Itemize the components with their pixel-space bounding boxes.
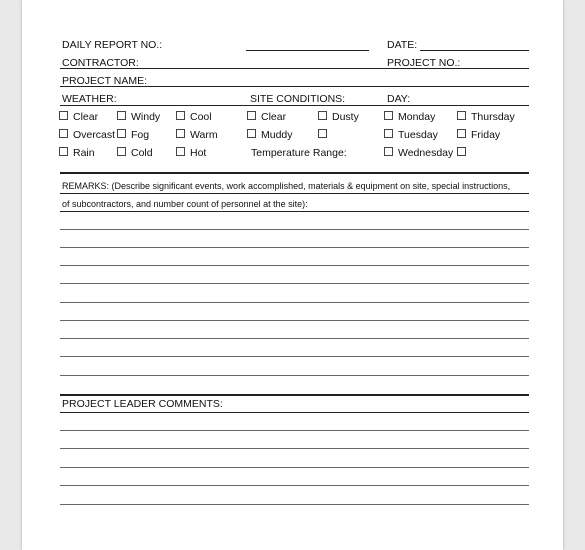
comments-line[interactable] [60,412,529,413]
site-muddy-checkbox[interactable] [247,129,256,138]
day-thursday-label: Thursday [471,111,515,123]
report-sheet [22,0,563,550]
site-clear-checkbox[interactable] [247,111,256,120]
weather-cool-checkbox[interactable] [176,111,185,120]
remarks-line[interactable] [60,338,529,339]
day-thursday-checkbox[interactable] [457,111,466,120]
remarks-line[interactable] [60,356,529,357]
day-monday-label: Monday [398,111,436,123]
project-no-label: PROJECT NO.: [387,57,461,69]
remarks-line[interactable] [60,302,529,303]
weather-cool-label: Cool [190,111,212,123]
temperature-range-label: Temperature Range: [251,147,347,159]
section-divider [60,105,529,106]
remarks-line[interactable] [60,247,529,248]
comments-line[interactable] [60,448,529,449]
day-friday-checkbox[interactable] [457,129,466,138]
weather-rain-checkbox[interactable] [59,147,68,156]
weather-warm-checkbox[interactable] [176,129,185,138]
remarks-line[interactable] [60,229,529,230]
weather-rain-label: Rain [73,147,95,159]
day-wednesday-label: Wednesday [398,147,454,159]
project-no-field[interactable] [467,68,529,69]
remarks-line[interactable] [60,320,529,321]
comments-line[interactable] [60,467,529,468]
remarks-line[interactable] [60,283,529,284]
day-monday-checkbox[interactable] [384,111,393,120]
daily-report-no-field[interactable] [246,50,369,51]
contractor-label: CONTRACTOR: [62,57,139,69]
comments-line[interactable] [60,504,529,505]
remarks-line[interactable] [60,211,529,212]
project-name-field[interactable] [60,86,529,87]
remarks-label-cont: of subcontractors, and number count of personnel at the site): [62,199,308,209]
daily-report-no-label: DAILY REPORT NO.: [62,39,163,51]
date-field[interactable] [420,50,529,51]
day-tuesday-label: Tuesday [398,129,438,141]
weather-cold-label: Cold [131,147,153,159]
site-dusty-label: Dusty [332,111,359,123]
site-conditions-label: SITE CONDITIONS: [250,93,346,105]
remarks-top-rule [60,172,529,174]
site-muddy-label: Muddy [261,129,293,141]
day-friday-label: Friday [471,129,501,141]
comments-line[interactable] [60,485,529,486]
weather-hot-label: Hot [190,147,207,159]
day-wednesday-checkbox[interactable] [384,147,393,156]
comments-line[interactable] [60,430,529,431]
weather-clear-label: Clear [73,111,99,123]
weather-windy-checkbox[interactable] [117,111,126,120]
remarks-label: REMARKS: (Describe significant events, work accomplished, materials & equipment on site, special instructions, [62,181,511,191]
site-dusty-checkbox[interactable] [318,111,327,120]
weather-windy-label: Windy [131,111,161,123]
date-label: DATE: [387,39,418,51]
contractor-field[interactable] [60,68,529,69]
site-clear-label: Clear [261,111,287,123]
project-name-label: PROJECT NAME: [62,75,147,87]
site-blank-checkbox[interactable] [318,129,327,138]
weather-warm-label: Warm [190,129,218,141]
remarks-label-rule [60,193,529,194]
weather-label: WEATHER: [62,93,117,105]
comments-top-rule [60,394,529,396]
weather-hot-checkbox[interactable] [176,147,185,156]
project-leader-comments-label: PROJECT LEADER COMMENTS: [62,398,223,410]
remarks-line[interactable] [60,375,529,376]
weather-fog-label: Fog [131,129,150,141]
weather-overcast-checkbox[interactable] [59,129,68,138]
day-label: DAY: [387,93,411,105]
weather-fog-checkbox[interactable] [117,129,126,138]
weather-overcast-label: Overcast [73,129,116,141]
weather-clear-checkbox[interactable] [59,111,68,120]
remarks-line[interactable] [60,265,529,266]
day-tuesday-checkbox[interactable] [384,129,393,138]
day-blank-checkbox[interactable] [457,147,466,156]
weather-cold-checkbox[interactable] [117,147,126,156]
